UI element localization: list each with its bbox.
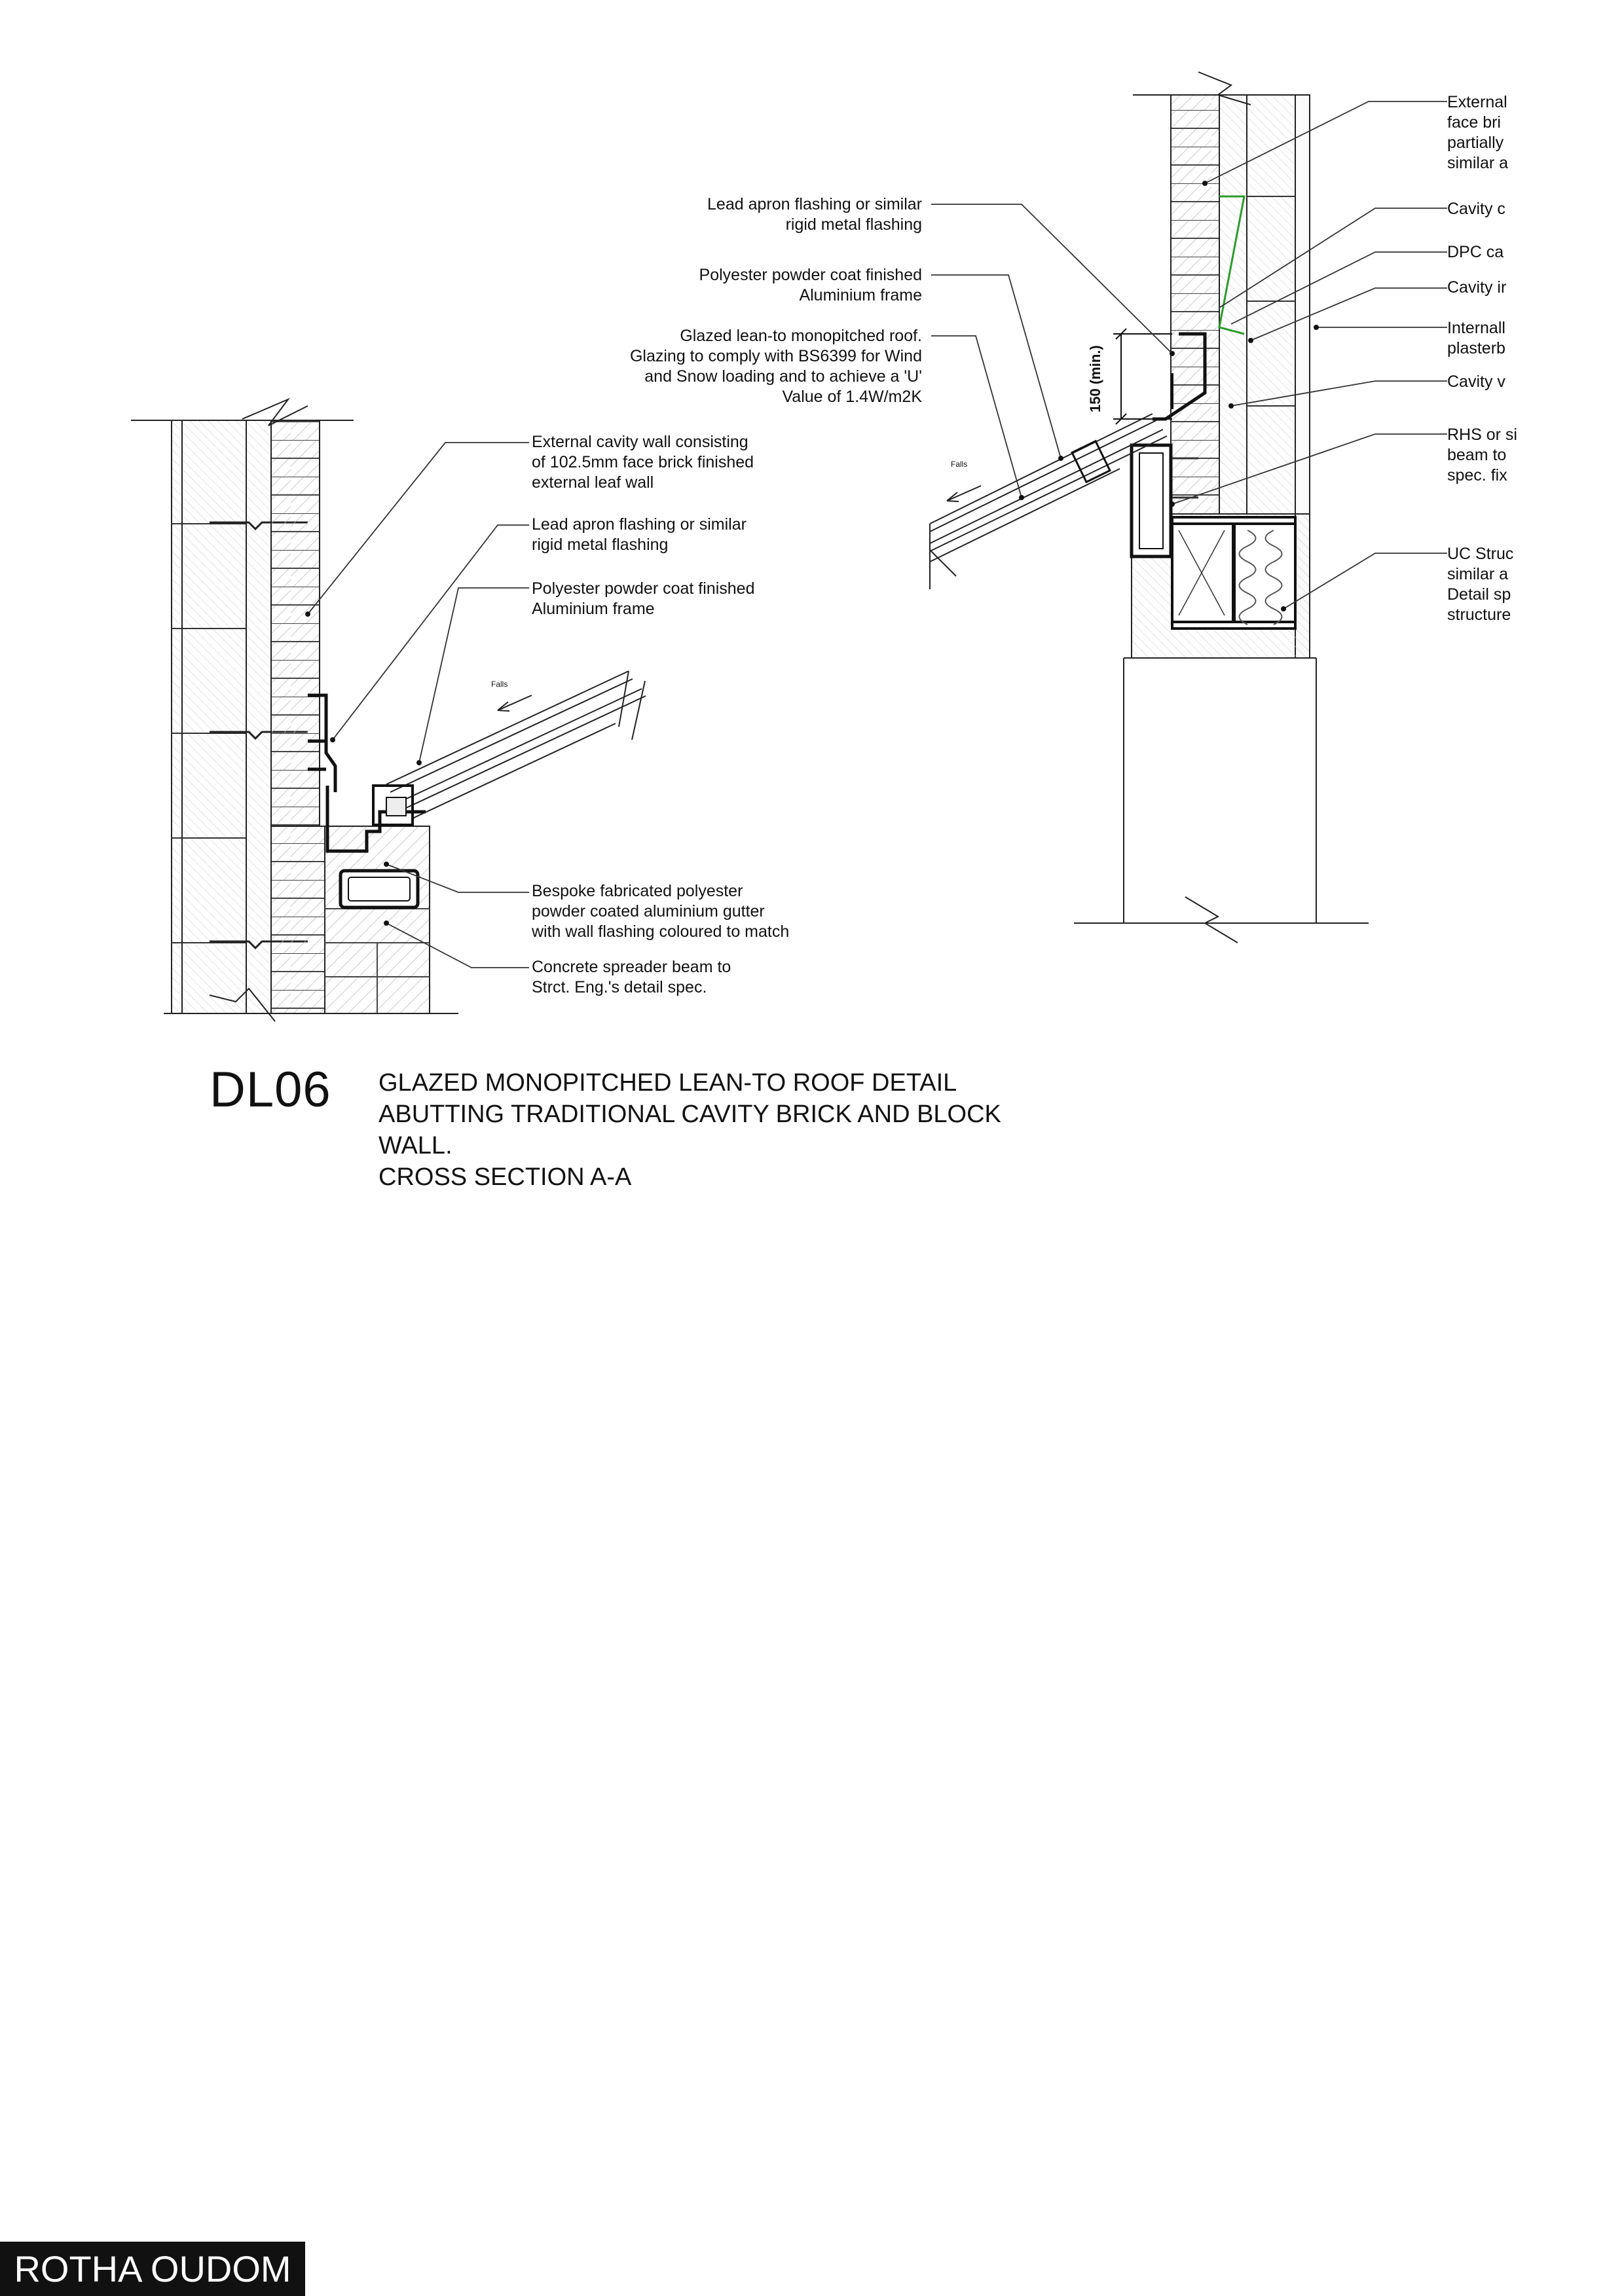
callout-label [1447,278,1578,298]
callout-label-line: external leaf wall [532,473,654,492]
callout-label-line: Glazed lean-to monopitched roof. [680,327,922,345]
left-inner-leaf [172,420,246,1013]
callout-label [630,326,922,407]
callout-label-line: RHS or si [1447,426,1517,444]
dimension-label: 150 (min.) [1087,345,1103,412]
callout-label-line: of 102.5mm face brick finished [532,453,754,471]
callout-label-line: Polyester powder coat finished [699,266,922,284]
callout-label-line: Lead apron flashing or similar [707,195,922,213]
callout-label-line: External cavity wall consisting [532,433,748,451]
callout-label-line: Cavity v [1447,373,1505,391]
callout-label-line: Concrete spreader beam to [532,958,731,976]
callout-label-line: rigid metal flashing [785,215,922,234]
callout-label-line: Internall [1447,319,1505,337]
callout-label-line: similar a [1447,154,1509,172]
callout-label-line: Bespoke fabricated polyester [532,882,743,900]
title-line: ABUTTING TRADITIONAL CAVITY BRICK AND BLOCK [378,1101,1001,1128]
callout-label [699,265,922,306]
callout-label-line: face bri [1447,113,1501,132]
callout-label [1447,544,1578,625]
left-falls-label: Falls [491,680,508,689]
left-outer-leaf [271,420,320,826]
right-rhs-beam [1132,445,1171,556]
title-line: WALL. [378,1132,452,1159]
callout-label [1447,425,1578,486]
callout-label-line: Aluminium frame [799,286,922,304]
callout-label-line: Polyester powder coat finished [532,579,755,598]
drawing-title [378,1067,1001,1193]
author-badge: ROTHA OUDOM [0,2242,305,2296]
drawing-code: DL06 [210,1062,331,1118]
callout-label [1447,92,1578,173]
callout-label-line: beam to [1447,446,1507,464]
title-line: GLAZED MONOPITCHED LEAN-TO ROOF DETAIL [378,1069,957,1097]
callout-label [532,432,754,493]
left-spreader-beam [341,871,418,907]
callout-label [532,957,731,998]
callout-label [532,579,754,619]
callout-label-line: with wall flashing coloured to match [532,922,790,941]
right-falls-label: Falls [951,460,968,469]
callout-label-line: UC Struc [1447,545,1514,563]
callout-label-line: Aluminium frame [532,600,655,618]
callout-label-line: Glazing to comply with BS6399 for Wind [629,347,922,365]
callout-label-line: Cavity ir [1447,278,1507,297]
callout-label-line: DPC ca [1447,243,1504,261]
right-outer-leaf [1171,95,1219,514]
callout-label-line: and Snow loading and to achieve a 'U' [644,367,922,386]
callout-label [707,194,922,235]
callout-label-line: spec. fix [1447,466,1507,484]
callout-label-line: Lead apron flashing or similar [532,515,747,534]
callout-label [1447,318,1578,359]
callout-label-line: Cavity c [1447,200,1505,218]
callout-label-line: plasterb [1447,339,1505,357]
callout-label [1447,372,1578,392]
callout-label [1447,242,1578,263]
callout-label [532,881,789,942]
title-line: CROSS SECTION A-A [378,1163,632,1191]
callout-label [1447,199,1578,219]
callout-label-line: rigid metal flashing [532,536,669,554]
callout-label-line: powder coated aluminium gutter [532,902,765,920]
callout-label-line: External [1447,93,1507,111]
callout-label-line: Detail sp [1447,585,1511,604]
right-detail [930,72,1447,943]
callout-label-line: partially [1447,134,1504,152]
callout-label-line: structure [1447,606,1511,624]
left-glazed-roof [386,671,646,818]
callout-label-line: similar a [1447,565,1509,583]
callout-label-line: Value of 1.4W/m2K [782,388,922,406]
callout-label-line: Strct. Eng.'s detail spec. [532,978,707,996]
callout-label [532,515,747,555]
